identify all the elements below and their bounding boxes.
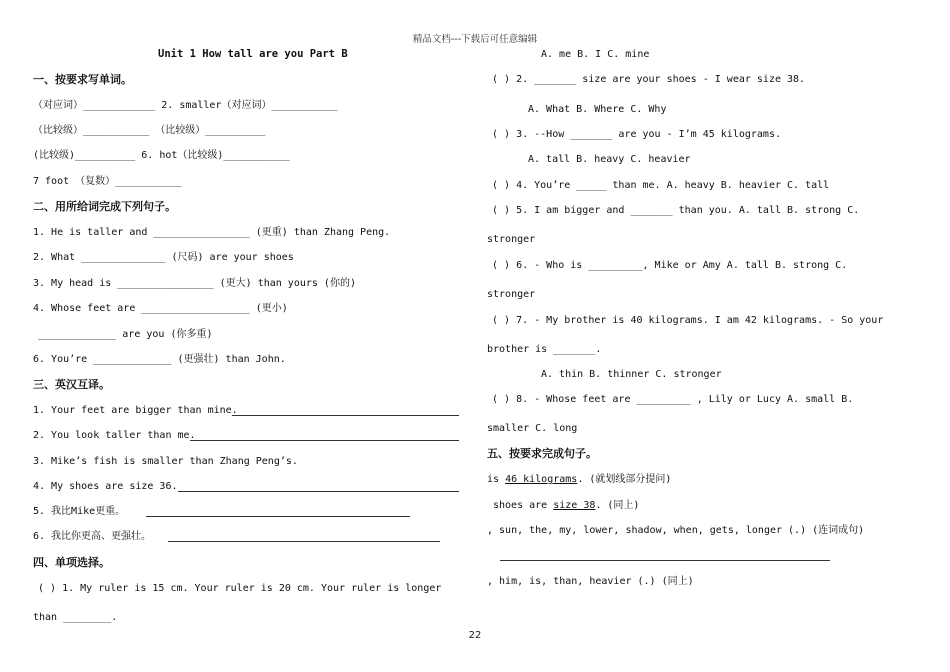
s5-line-3: , sun, the, my, lower, shadow, when, gets, longer (.) (连词成句) bbox=[487, 525, 865, 536]
section-4-heading: 四、单项选择。 bbox=[33, 556, 110, 569]
s5-line-2-post: . (同上) bbox=[595, 500, 640, 511]
s2-line-2: 2. What ______________ (尺码) are your shoes bbox=[33, 252, 294, 263]
s5-line-2-pre: shoes are bbox=[493, 500, 554, 511]
worksheet-title: Unit 1 How tall are you Part B bbox=[158, 48, 348, 60]
q1-options: A. me B. I C. mine bbox=[541, 49, 650, 60]
answer-line bbox=[178, 491, 459, 492]
s3-line-6: 6. 我比你更高、更强壮。 bbox=[33, 531, 152, 542]
q1-text: ( ) 1. My ruler is 15 cm. Your ruler is 20 cm. Your ruler is longer bbox=[38, 583, 442, 594]
s5-line-2 bbox=[493, 499, 639, 512]
s2-line-5: _____________ are you (你多重) bbox=[38, 329, 213, 340]
s1-line-2: （比较级）___________ （比较级）__________ bbox=[33, 125, 266, 136]
section-1-heading: 一、按要求写单词。 bbox=[33, 73, 132, 86]
s3-line-2: 2. You look taller than me. bbox=[33, 430, 196, 441]
section-2-heading: 二、用所给词完成下列句子。 bbox=[33, 200, 176, 213]
answer-line bbox=[500, 560, 830, 561]
q3-options: A. tall B. heavy C. heavier bbox=[528, 154, 691, 165]
q5-text: ( ) 5. I am bigger and _______ than you. A. tall B. strong C. bbox=[492, 205, 860, 216]
answer-line bbox=[168, 541, 440, 542]
q7-options: A. thin B. thinner C. stronger bbox=[541, 369, 722, 380]
s3-line-4: 4. My shoes are size 36. bbox=[33, 481, 178, 492]
s3-line-1: 1. Your feet are bigger than mine. bbox=[33, 405, 238, 416]
s3-line-3: 3. Mike’s fish is smaller than Zhang Peng’s. bbox=[33, 456, 298, 467]
q7-text: ( ) 7. - My brother is 40 kilograms. I am 42 kilograms. - So your bbox=[492, 315, 884, 326]
s5-line-1 bbox=[487, 473, 671, 486]
page-number: 22 bbox=[468, 630, 482, 641]
q3-text: ( ) 3. --How _______ are you - I’m 45 kilograms. bbox=[492, 129, 781, 140]
s2-line-3: 3. My head is ________________ (更大) than yours (你的) bbox=[33, 278, 356, 289]
s5-line-1-post: . (就划线部分提问) bbox=[577, 474, 672, 485]
q5-text-cont: stronger bbox=[487, 234, 536, 245]
underlined-answer: 46 kilograms bbox=[505, 474, 578, 485]
q8-text: ( ) 8. - Whose feet are _________ , Lily or Lucy A. small B. bbox=[492, 394, 854, 405]
q6-text-cont: stronger bbox=[487, 289, 536, 300]
s3-line-5: 5. 我比Mike更重。 bbox=[33, 506, 126, 517]
s1-line-3: (比较级)__________ 6. hot（比较级)___________ bbox=[33, 150, 290, 161]
page-header: 精品文档---下载后可任意编辑 bbox=[412, 34, 538, 45]
section-3-heading: 三、英汉互译。 bbox=[33, 378, 110, 391]
q2-text: ( ) 2. _______ size are your shoes - I wear size 38. bbox=[492, 74, 806, 85]
section-5-heading: 五、按要求完成句子。 bbox=[487, 447, 597, 460]
q7-text-cont: brother is _______. bbox=[487, 344, 602, 355]
answer-line bbox=[190, 440, 459, 441]
answer-line bbox=[146, 516, 410, 517]
s2-line-4: 4. Whose feet are __________________ (更小) bbox=[33, 303, 288, 314]
q2-options: A. What B. Where C. Why bbox=[528, 104, 667, 115]
underlined-answer: size 38 bbox=[553, 500, 596, 511]
q6-text: ( ) 6. - Who is _________, Mike or Amy A. tall B. strong C. bbox=[492, 260, 848, 271]
q4-text: ( ) 4. You’re _____ than me. A. heavy B. heavier C. tall bbox=[492, 180, 830, 191]
s1-line-4: 7 foot （复数）___________ bbox=[33, 176, 182, 187]
q8-text-cont: smaller C. long bbox=[487, 423, 578, 434]
s2-line-6: 6. You’re _____________ (更强壮) than John. bbox=[33, 354, 286, 365]
s5-line-4: , him, is, than, heavier (.) (同上) bbox=[487, 576, 694, 587]
s2-line-1: 1. He is taller and ________________ (更重) than Zhang Peng. bbox=[33, 227, 391, 238]
answer-line bbox=[232, 415, 459, 416]
s1-line-1: （对应词）____________ 2. smaller（对应词）___________ bbox=[33, 100, 338, 111]
q1-text-cont: than ________. bbox=[33, 612, 118, 623]
s5-line-1-pre: is bbox=[487, 474, 506, 485]
